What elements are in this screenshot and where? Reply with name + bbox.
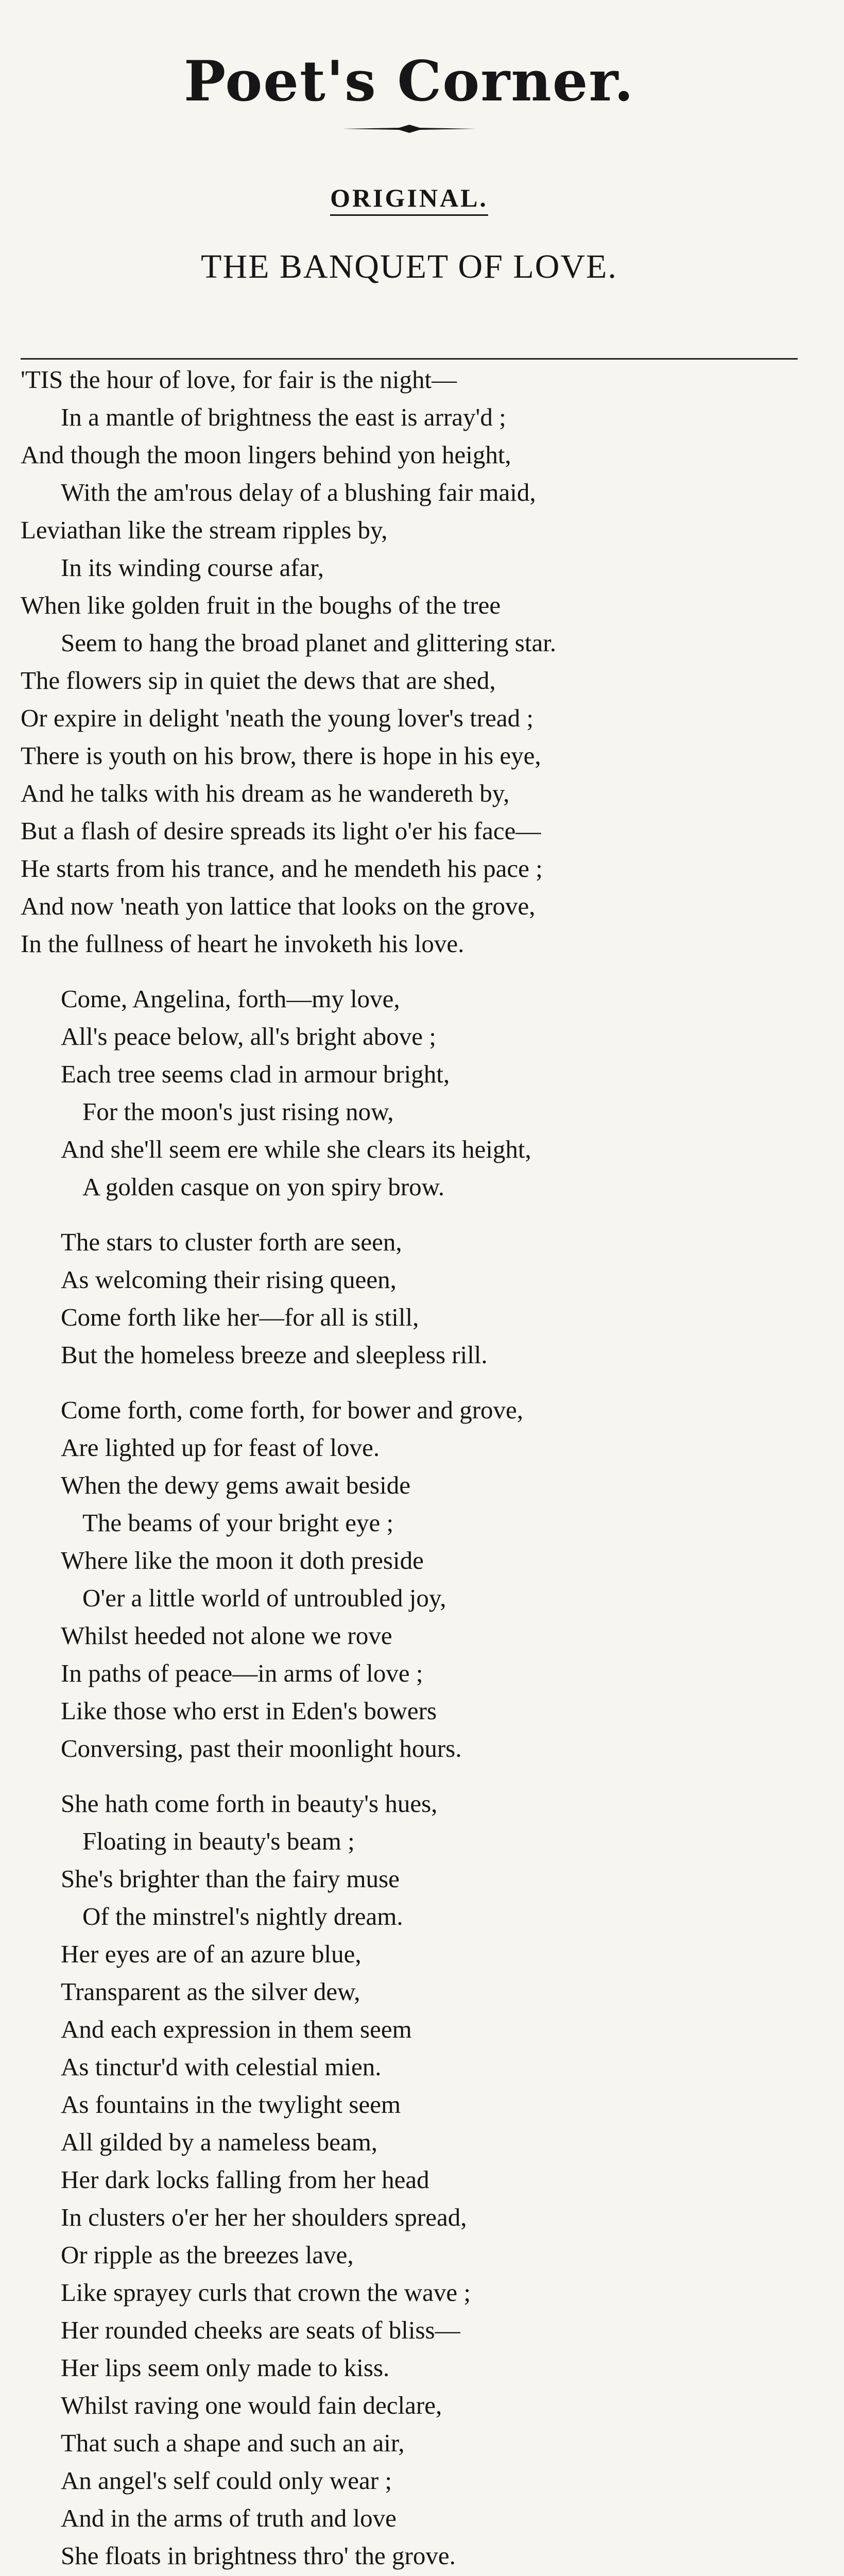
poem-line: Her rounded cheeks are seats of bliss— [61,2316,460,2344]
poem-line: The stars to cluster forth are seen, [61,1228,402,1256]
poem-line: Where like the moon it doth preside [61,1546,424,1574]
poem-title: THE BANQUET OF LOVE. [201,248,617,285]
poem-line: In the fullness of heart he invoketh his love. [21,929,464,958]
poem-line: Whilst heeded not alone we rove [61,1621,392,1650]
poem-body [21,361,798,2576]
poem-line: With the am'rous delay of a blushing fair maid, [61,478,536,506]
poem-line: Of the minstrel's nightly dream. [82,1902,403,1930]
poem-line: Seem to hang the broad planet and glittering star. [61,629,557,657]
poem-line: Like sprayey curls that crown the wave ; [61,2278,471,2307]
poem-line: But a flash of desire spreads its light o'er his face— [21,817,541,845]
poem-line: Come forth like her—for all is still, [61,1303,419,1331]
stanza-1 [21,361,798,962]
poem-line: And though the moon lingers behind yon height, [21,440,511,469]
poem-line: Leviathan like the stream ripples by, [21,516,388,544]
poem-line: But the homeless breeze and sleepless rill. [61,1341,488,1369]
poem-line: In clusters o'er her her shoulders spread, [61,2203,467,2231]
stanza-2 [21,980,798,1206]
poem-line: Her eyes are of an azure blue, [61,1940,361,1968]
poem-line: 'TIS the hour of love, for fair is the night— [21,365,457,394]
poem-line: Each tree seems clad in armour bright, [61,1060,450,1088]
stanza-5 [21,1785,798,2574]
poem-line: An angel's self could only wear ; [61,2466,392,2495]
poem-line: She hath come forth in beauty's hues, [61,1789,438,1818]
section-kicker [21,183,798,219]
poem-line: Floating in beauty's beam ; [82,1827,355,1855]
poem-line: In its winding course afar, [61,553,324,582]
poem-line: As welcoming their rising queen, [61,1265,397,1294]
poem-line: Or ripple as the breezes lave, [61,2241,354,2269]
poem-line: There is youth on his brow, there is hope in his eye, [21,741,541,770]
poem-line: And she'll seem ere while she clears its height, [61,1135,531,1163]
poem-line: Whilst raving one would fain declare, [61,2391,442,2419]
poem-line: And each expression in them seem [61,2015,412,2043]
poem-line: Transparent as the silver dew, [61,1977,360,2006]
poem-line: Come, Angelina, forth—my love, [61,985,400,1013]
poem-line: As fountains in the twylight seem [61,2090,401,2119]
poem-line: Are lighted up for feast of love. [61,1433,380,1462]
poem-line: Her dark locks falling from her head [61,2165,429,2194]
poem-line: He starts from his trance, and he mendeth his pace ; [21,854,543,883]
poem-line: When the dewy gems await beside [61,1471,410,1499]
poem-line: She floats in brightness thro' the grove. [61,2541,456,2570]
poem-line: And now 'neath yon lattice that looks on the grove, [21,892,536,920]
poem-line: Conversing, past their moonlight hours. [61,1734,462,1762]
poem-line: And in the arms of truth and love [61,2504,397,2532]
poem-line: A golden casque on yon spiry brow. [82,1173,445,1201]
poem-line: In paths of peace—in arms of love ; [61,1659,423,1687]
poem-line: Her lips seem only made to kiss. [61,2353,390,2382]
poem-line: The flowers sip in quiet the dews that are shed, [21,666,496,694]
poem-line: That such a shape and such an air, [61,2429,405,2457]
title-rule [21,358,798,360]
poem-line: When like golden fruit in the boughs of the tree [21,591,501,619]
poem-line: And he talks with his dream as he wandereth by, [21,779,510,807]
poem-line: Like those who erst in Eden's bowers [61,1697,437,1725]
poem-line: O'er a little world of untroubled joy, [82,1584,446,1612]
stanza-4 [21,1391,798,1767]
poem-line: In a mantle of brightness the east is array'd ; [61,403,506,431]
kicker-text: ORIGINAL. [330,183,488,216]
poem-line: She's brighter than the fairy muse [61,1865,400,1893]
poem-line: All's peace below, all's bright above ; [61,1022,436,1050]
poem-line: For the moon's just rising now, [82,1097,394,1126]
poem-line: As tinctur'd with celestial mien. [61,2053,382,2081]
poem-line: All gilded by a nameless beam, [61,2128,378,2156]
poem-line: The beams of your bright eye ; [82,1509,394,1537]
masthead: Poet's Corner. [183,49,635,114]
poem-line: Or expire in delight 'neath the young lover's tread ; [21,704,534,732]
stanza-3 [21,1223,798,1374]
ornament-divider-icon [342,124,476,134]
poem-line: Come forth, come forth, for bower and grove, [61,1396,524,1424]
